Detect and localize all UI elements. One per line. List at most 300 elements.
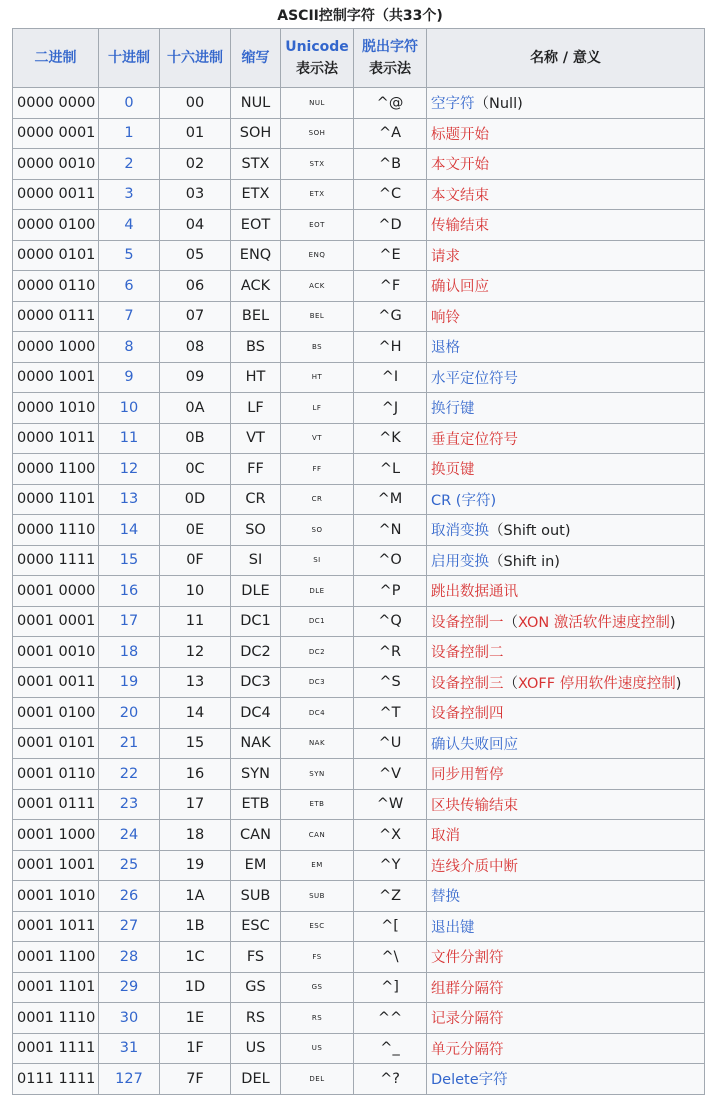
binary-cell: 0000 1001 bbox=[13, 362, 99, 393]
meaning-cell bbox=[427, 515, 705, 546]
abbr-cell: VT bbox=[231, 423, 281, 454]
table-row bbox=[13, 759, 705, 790]
binary-cell: 0000 0110 bbox=[13, 271, 99, 302]
abbr-cell: BS bbox=[231, 332, 281, 363]
decimal-link[interactable]: 127 bbox=[99, 1064, 160, 1095]
hex-cell: 0A bbox=[160, 393, 231, 424]
abbr-cell: EOT bbox=[231, 210, 281, 241]
caret-cell: ^R bbox=[354, 637, 427, 668]
table-row bbox=[13, 210, 705, 241]
caret-cell: ^G bbox=[354, 301, 427, 332]
meaning-text: ) bbox=[675, 675, 682, 692]
table-row bbox=[13, 637, 705, 668]
abbr-cell: ESC bbox=[231, 911, 281, 942]
meaning-cell bbox=[427, 667, 705, 698]
binary-cell: 0001 0111 bbox=[13, 789, 99, 820]
unicode-symbol-cell: NAK bbox=[281, 728, 354, 759]
caret-cell: ^H bbox=[354, 332, 427, 363]
caret-cell: ^M bbox=[354, 484, 427, 515]
decimal-link[interactable]: 6 bbox=[99, 271, 160, 302]
table-row bbox=[13, 118, 705, 149]
binary-cell: 0001 0101 bbox=[13, 728, 99, 759]
hex-cell: 09 bbox=[160, 362, 231, 393]
caret-cell: ^E bbox=[354, 240, 427, 271]
header-row bbox=[13, 29, 705, 88]
table-row bbox=[13, 149, 705, 180]
meaning-cell bbox=[427, 820, 705, 851]
meaning-redlink[interactable]: 设备控制三 bbox=[431, 675, 504, 692]
abbr-cell: DLE bbox=[231, 576, 281, 607]
abbr-cell: US bbox=[231, 1033, 281, 1064]
binary-cell: 0001 1000 bbox=[13, 820, 99, 851]
meaning-redlink[interactable]: 传输结束 bbox=[431, 218, 489, 235]
meaning-redlink[interactable]: 同步用暂停 bbox=[431, 767, 504, 784]
hex-cell: 00 bbox=[160, 88, 231, 119]
binary-cell: 0001 1110 bbox=[13, 1003, 99, 1034]
column-header-decimal[interactable]: 十进制 bbox=[99, 29, 160, 88]
hex-cell: 0D bbox=[160, 484, 231, 515]
binary-cell: 0001 0110 bbox=[13, 759, 99, 790]
hex-cell: 0B bbox=[160, 423, 231, 454]
binary-cell: 0001 1111 bbox=[13, 1033, 99, 1064]
table-row bbox=[13, 1003, 705, 1034]
binary-cell: 0001 0001 bbox=[13, 606, 99, 637]
table-row bbox=[13, 942, 705, 973]
decimal-link[interactable]: 3 bbox=[99, 179, 160, 210]
unicode-symbol-cell: BS bbox=[281, 332, 354, 363]
binary-cell: 0001 1001 bbox=[13, 850, 99, 881]
hex-cell: 7F bbox=[160, 1064, 231, 1095]
meaning-redlink[interactable]: 设备控制二 bbox=[431, 645, 504, 662]
meaning-link[interactable]: 水平定位符号 bbox=[431, 370, 518, 387]
decimal-link[interactable]: 5 bbox=[99, 240, 160, 271]
meaning-redlink[interactable]: 本文开始 bbox=[431, 157, 489, 174]
meaning-cell bbox=[427, 850, 705, 881]
caret-cell: ^C bbox=[354, 179, 427, 210]
hex-cell: 07 bbox=[160, 301, 231, 332]
meaning-redlink[interactable]: 标题开始 bbox=[431, 126, 489, 143]
meaning-text: （Shift out) bbox=[489, 523, 571, 540]
caret-cell: ^K bbox=[354, 423, 427, 454]
meaning-link[interactable]: 确认失败回应 bbox=[431, 736, 518, 753]
unicode-symbol-cell: EM bbox=[281, 850, 354, 881]
unicode-symbol-cell: EOT bbox=[281, 210, 354, 241]
table-row bbox=[13, 88, 705, 119]
hex-cell: 1A bbox=[160, 881, 231, 912]
meaning-link[interactable]: 退出键 bbox=[431, 919, 475, 936]
abbr-cell: FS bbox=[231, 942, 281, 973]
caret-cell: ^P bbox=[354, 576, 427, 607]
caret-cell: ^A bbox=[354, 118, 427, 149]
meaning-cell bbox=[427, 149, 705, 180]
unicode-symbol-cell: SI bbox=[281, 545, 354, 576]
meaning-link[interactable]: 启用变换 bbox=[431, 553, 489, 570]
meaning-text: （ bbox=[503, 614, 518, 631]
table-row bbox=[13, 393, 705, 424]
binary-cell: 0000 0100 bbox=[13, 210, 99, 241]
decimal-link[interactable]: 21 bbox=[99, 728, 160, 759]
caret-cell: ^Y bbox=[354, 850, 427, 881]
meaning-cell bbox=[427, 606, 705, 637]
table-row bbox=[13, 362, 705, 393]
table-caption: ASCII控制字符（共33个) bbox=[277, 8, 443, 24]
caret-cell: ^V bbox=[354, 759, 427, 790]
hex-cell: 1D bbox=[160, 972, 231, 1003]
binary-cell: 0111 1111 bbox=[13, 1064, 99, 1095]
abbr-cell: SO bbox=[231, 515, 281, 546]
meaning-redlink[interactable]: 确认回应 bbox=[431, 279, 489, 296]
hex-cell: 13 bbox=[160, 667, 231, 698]
decimal-link[interactable]: 22 bbox=[99, 759, 160, 790]
decimal-link[interactable]: 2 bbox=[99, 149, 160, 180]
unicode-symbol-cell: VT bbox=[281, 423, 354, 454]
meaning-cell bbox=[427, 942, 705, 973]
column-header-caret[interactable] bbox=[354, 29, 427, 88]
caret-cell: ^J bbox=[354, 393, 427, 424]
caret-cell: ^Q bbox=[354, 606, 427, 637]
decimal-link[interactable]: 23 bbox=[99, 789, 160, 820]
binary-cell: 0001 1100 bbox=[13, 942, 99, 973]
binary-cell: 0000 1100 bbox=[13, 454, 99, 485]
binary-cell: 0001 0000 bbox=[13, 576, 99, 607]
caret-notation-link[interactable]: 脱出字符 bbox=[362, 39, 418, 55]
hex-cell: 05 bbox=[160, 240, 231, 271]
meaning-cell bbox=[427, 179, 705, 210]
hex-cell: 0C bbox=[160, 454, 231, 485]
meaning-cell bbox=[427, 1003, 705, 1034]
hex-cell: 17 bbox=[160, 789, 231, 820]
meaning-cell bbox=[427, 911, 705, 942]
unicode-symbol-cell: ETB bbox=[281, 789, 354, 820]
table-row bbox=[13, 301, 705, 332]
meaning-redlink[interactable]: 单元分隔符 bbox=[431, 1041, 504, 1058]
meaning-redlink[interactable]: 组群分隔符 bbox=[431, 980, 504, 997]
meaning-redlink[interactable]: 连线介质中断 bbox=[431, 858, 518, 875]
caret-cell: ^N bbox=[354, 515, 427, 546]
unicode-link[interactable]: Unicode bbox=[285, 39, 349, 55]
meaning-cell bbox=[427, 576, 705, 607]
table-row bbox=[13, 1033, 705, 1064]
meaning-link[interactable]: 取消变换 bbox=[431, 523, 489, 540]
table-row bbox=[13, 545, 705, 576]
meaning-redlink[interactable]: 取消 bbox=[431, 828, 460, 845]
decimal-link[interactable]: 30 bbox=[99, 1003, 160, 1034]
abbr-cell: SYN bbox=[231, 759, 281, 790]
abbr-cell: CAN bbox=[231, 820, 281, 851]
abbr-cell: SI bbox=[231, 545, 281, 576]
hex-cell: 1B bbox=[160, 911, 231, 942]
caret-cell: ^D bbox=[354, 210, 427, 241]
caret-cell: ^S bbox=[354, 667, 427, 698]
caret-cell: ^^ bbox=[354, 1003, 427, 1034]
unicode-header-suffix: 表示法 bbox=[296, 61, 338, 77]
decimal-link[interactable]: 12 bbox=[99, 454, 160, 485]
meaning-redlink[interactable]: 换页键 bbox=[431, 462, 475, 479]
caret-cell: ^L bbox=[354, 454, 427, 485]
unicode-symbol-cell: ACK bbox=[281, 271, 354, 302]
table-row bbox=[13, 484, 705, 515]
hex-cell: 08 bbox=[160, 332, 231, 363]
unicode-symbol-cell: US bbox=[281, 1033, 354, 1064]
meaning-redlink[interactable]: 请求 bbox=[431, 248, 460, 265]
meaning-cell bbox=[427, 1064, 705, 1095]
meaning-cell bbox=[427, 972, 705, 1003]
meaning-redlink[interactable]: 跳出数据通讯 bbox=[431, 584, 518, 601]
meaning-cell bbox=[427, 698, 705, 729]
unicode-symbol-cell: LF bbox=[281, 393, 354, 424]
caret-cell: ^T bbox=[354, 698, 427, 729]
meaning-cell bbox=[427, 362, 705, 393]
unicode-symbol-cell: SO bbox=[281, 515, 354, 546]
decimal-link[interactable]: 9 bbox=[99, 362, 160, 393]
ascii-control-table bbox=[12, 28, 705, 1095]
unicode-symbol-cell: DC2 bbox=[281, 637, 354, 668]
decimal-link[interactable]: 28 bbox=[99, 942, 160, 973]
meaning-cell bbox=[427, 332, 705, 363]
decimal-link[interactable]: 29 bbox=[99, 972, 160, 1003]
decimal-link[interactable]: 10 bbox=[99, 393, 160, 424]
unicode-symbol-cell: HT bbox=[281, 362, 354, 393]
decimal-link[interactable]: 1 bbox=[99, 118, 160, 149]
hex-cell: 15 bbox=[160, 728, 231, 759]
table-row bbox=[13, 820, 705, 851]
table-row bbox=[13, 972, 705, 1003]
table-row bbox=[13, 332, 705, 363]
hex-cell: 1F bbox=[160, 1033, 231, 1064]
caret-cell: ^X bbox=[354, 820, 427, 851]
meaning-redlink[interactable]: XOFF 停用软件速度控制 bbox=[518, 675, 676, 692]
meaning-cell bbox=[427, 118, 705, 149]
table-row bbox=[13, 728, 705, 759]
caret-cell: ^U bbox=[354, 728, 427, 759]
column-header-abbr[interactable]: 缩写 bbox=[231, 29, 281, 88]
meaning-text: （ bbox=[503, 675, 518, 692]
abbr-cell: RS bbox=[231, 1003, 281, 1034]
hex-cell: 12 bbox=[160, 637, 231, 668]
meaning-link[interactable]: 替换 bbox=[431, 889, 460, 906]
decimal-link[interactable]: 16 bbox=[99, 576, 160, 607]
decimal-link[interactable]: 15 bbox=[99, 545, 160, 576]
meaning-cell bbox=[427, 240, 705, 271]
table-body bbox=[13, 88, 705, 1095]
hex-cell: 1E bbox=[160, 1003, 231, 1034]
table-row bbox=[13, 881, 705, 912]
binary-cell: 0001 0010 bbox=[13, 637, 99, 668]
table-row bbox=[13, 911, 705, 942]
unicode-symbol-cell: BEL bbox=[281, 301, 354, 332]
abbr-cell: DC3 bbox=[231, 667, 281, 698]
binary-cell: 0001 1010 bbox=[13, 881, 99, 912]
meaning-link[interactable]: Delete字符 bbox=[431, 1072, 508, 1089]
meaning-redlink[interactable]: 文件分割符 bbox=[431, 950, 504, 967]
decimal-link[interactable]: 4 bbox=[99, 210, 160, 241]
binary-cell: 0000 1101 bbox=[13, 484, 99, 515]
meaning-redlink[interactable]: 本文结束 bbox=[431, 187, 489, 204]
decimal-link[interactable]: 20 bbox=[99, 698, 160, 729]
hex-cell: 10 bbox=[160, 576, 231, 607]
meaning-cell bbox=[427, 484, 705, 515]
decimal-link[interactable]: 27 bbox=[99, 911, 160, 942]
hex-cell: 11 bbox=[160, 606, 231, 637]
meaning-cell bbox=[427, 88, 705, 119]
caret-cell: ^\ bbox=[354, 942, 427, 973]
meaning-redlink[interactable]: XON 激活软件速度控制 bbox=[518, 614, 670, 631]
meaning-cell bbox=[427, 1033, 705, 1064]
decimal-link[interactable]: 0 bbox=[99, 88, 160, 119]
decimal-link[interactable]: 17 bbox=[99, 606, 160, 637]
abbr-cell: NAK bbox=[231, 728, 281, 759]
meaning-cell bbox=[427, 271, 705, 302]
hex-cell: 02 bbox=[160, 149, 231, 180]
binary-cell: 0000 0000 bbox=[13, 88, 99, 119]
caret-cell: ^O bbox=[354, 545, 427, 576]
caret-cell: ^[ bbox=[354, 911, 427, 942]
table-row bbox=[13, 1064, 705, 1095]
unicode-symbol-cell: NUL bbox=[281, 88, 354, 119]
meaning-link[interactable]: 退格 bbox=[431, 340, 460, 357]
meaning-text: ) bbox=[669, 614, 676, 631]
decimal-link[interactable]: 11 bbox=[99, 423, 160, 454]
unicode-symbol-cell: SOH bbox=[281, 118, 354, 149]
binary-cell: 0000 0011 bbox=[13, 179, 99, 210]
hex-cell: 04 bbox=[160, 210, 231, 241]
binary-cell: 0001 0100 bbox=[13, 698, 99, 729]
hex-cell: 0E bbox=[160, 515, 231, 546]
caret-header-suffix: 表示法 bbox=[369, 61, 411, 77]
hex-cell: 19 bbox=[160, 850, 231, 881]
meaning-redlink[interactable]: 设备控制一 bbox=[431, 614, 504, 631]
abbr-cell: HT bbox=[231, 362, 281, 393]
meaning-link[interactable]: CR (字符) bbox=[431, 492, 497, 509]
abbr-cell: STX bbox=[231, 149, 281, 180]
meaning-text: （Shift in) bbox=[489, 553, 560, 570]
meaning-cell bbox=[427, 545, 705, 576]
table-row bbox=[13, 515, 705, 546]
table-row bbox=[13, 850, 705, 881]
binary-cell: 0000 0101 bbox=[13, 240, 99, 271]
abbr-cell: NUL bbox=[231, 88, 281, 119]
caret-cell: ^_ bbox=[354, 1033, 427, 1064]
caret-cell: ^@ bbox=[354, 88, 427, 119]
hex-cell: 18 bbox=[160, 820, 231, 851]
unicode-symbol-cell: SUB bbox=[281, 881, 354, 912]
caret-cell: ^? bbox=[354, 1064, 427, 1095]
unicode-symbol-cell: ETX bbox=[281, 179, 354, 210]
binary-cell: 0000 0111 bbox=[13, 301, 99, 332]
decimal-link[interactable]: 8 bbox=[99, 332, 160, 363]
table-row bbox=[13, 606, 705, 637]
caret-cell: ^Z bbox=[354, 881, 427, 912]
meaning-cell bbox=[427, 881, 705, 912]
abbr-cell: EM bbox=[231, 850, 281, 881]
unicode-symbol-cell: FS bbox=[281, 942, 354, 973]
abbr-cell: DC1 bbox=[231, 606, 281, 637]
meaning-redlink[interactable]: 设备控制四 bbox=[431, 706, 504, 723]
binary-cell: 0001 1011 bbox=[13, 911, 99, 942]
caret-cell: ^W bbox=[354, 789, 427, 820]
unicode-symbol-cell: DEL bbox=[281, 1064, 354, 1095]
decimal-link[interactable]: 31 bbox=[99, 1033, 160, 1064]
unicode-symbol-cell: DC4 bbox=[281, 698, 354, 729]
meaning-link[interactable]: 空字符 bbox=[431, 96, 475, 113]
decimal-link[interactable]: 24 bbox=[99, 820, 160, 851]
decimal-link[interactable]: 19 bbox=[99, 667, 160, 698]
decimal-link[interactable]: 13 bbox=[99, 484, 160, 515]
abbr-cell: ACK bbox=[231, 271, 281, 302]
table-row bbox=[13, 667, 705, 698]
decimal-link[interactable]: 26 bbox=[99, 881, 160, 912]
decimal-link[interactable]: 7 bbox=[99, 301, 160, 332]
abbr-cell: DC2 bbox=[231, 637, 281, 668]
abbr-cell: SOH bbox=[231, 118, 281, 149]
unicode-symbol-cell: DC1 bbox=[281, 606, 354, 637]
abbr-cell: SUB bbox=[231, 881, 281, 912]
table-row bbox=[13, 271, 705, 302]
meaning-cell bbox=[427, 454, 705, 485]
abbr-cell: ETB bbox=[231, 789, 281, 820]
caret-cell: ^I bbox=[354, 362, 427, 393]
column-header-hex[interactable]: 十六进制 bbox=[160, 29, 231, 88]
binary-cell: 0001 1101 bbox=[13, 972, 99, 1003]
abbr-cell: LF bbox=[231, 393, 281, 424]
abbr-cell: ETX bbox=[231, 179, 281, 210]
abbr-cell: FF bbox=[231, 454, 281, 485]
meaning-redlink[interactable]: 垂直定位符号 bbox=[431, 431, 518, 448]
table-row bbox=[13, 240, 705, 271]
hex-cell: 0F bbox=[160, 545, 231, 576]
binary-cell: 0000 1011 bbox=[13, 423, 99, 454]
meaning-cell bbox=[427, 759, 705, 790]
meaning-cell bbox=[427, 423, 705, 454]
unicode-symbol-cell: CR bbox=[281, 484, 354, 515]
unicode-symbol-cell: CAN bbox=[281, 820, 354, 851]
hex-cell: 03 bbox=[160, 179, 231, 210]
binary-cell: 0000 0001 bbox=[13, 118, 99, 149]
meaning-redlink[interactable]: 区块传输结束 bbox=[431, 797, 518, 814]
unicode-symbol-cell: SYN bbox=[281, 759, 354, 790]
column-header-binary[interactable]: 二进制 bbox=[13, 29, 99, 88]
table-row bbox=[13, 423, 705, 454]
unicode-symbol-cell: DC3 bbox=[281, 667, 354, 698]
hex-cell: 06 bbox=[160, 271, 231, 302]
binary-cell: 0000 1010 bbox=[13, 393, 99, 424]
abbr-cell: ENQ bbox=[231, 240, 281, 271]
meaning-link[interactable]: 换行键 bbox=[431, 401, 475, 418]
meaning-cell bbox=[427, 789, 705, 820]
binary-cell: 0001 0011 bbox=[13, 667, 99, 698]
decimal-link[interactable]: 14 bbox=[99, 515, 160, 546]
table-row bbox=[13, 576, 705, 607]
caret-cell: ^B bbox=[354, 149, 427, 180]
meaning-redlink[interactable]: 记录分隔符 bbox=[431, 1011, 504, 1028]
meaning-cell bbox=[427, 637, 705, 668]
hex-cell: 01 bbox=[160, 118, 231, 149]
decimal-link[interactable]: 18 bbox=[99, 637, 160, 668]
meaning-cell bbox=[427, 728, 705, 759]
meaning-cell bbox=[427, 301, 705, 332]
decimal-link[interactable]: 25 bbox=[99, 850, 160, 881]
abbr-cell: CR bbox=[231, 484, 281, 515]
unicode-symbol-cell: DLE bbox=[281, 576, 354, 607]
caret-cell: ^] bbox=[354, 972, 427, 1003]
table-row bbox=[13, 179, 705, 210]
meaning-redlink[interactable]: 响铃 bbox=[431, 309, 460, 326]
hex-cell: 16 bbox=[160, 759, 231, 790]
column-header-unicode[interactable] bbox=[281, 29, 354, 88]
column-header-name: 名称 / 意义 bbox=[427, 29, 705, 88]
unicode-symbol-cell: ENQ bbox=[281, 240, 354, 271]
unicode-symbol-cell: RS bbox=[281, 1003, 354, 1034]
